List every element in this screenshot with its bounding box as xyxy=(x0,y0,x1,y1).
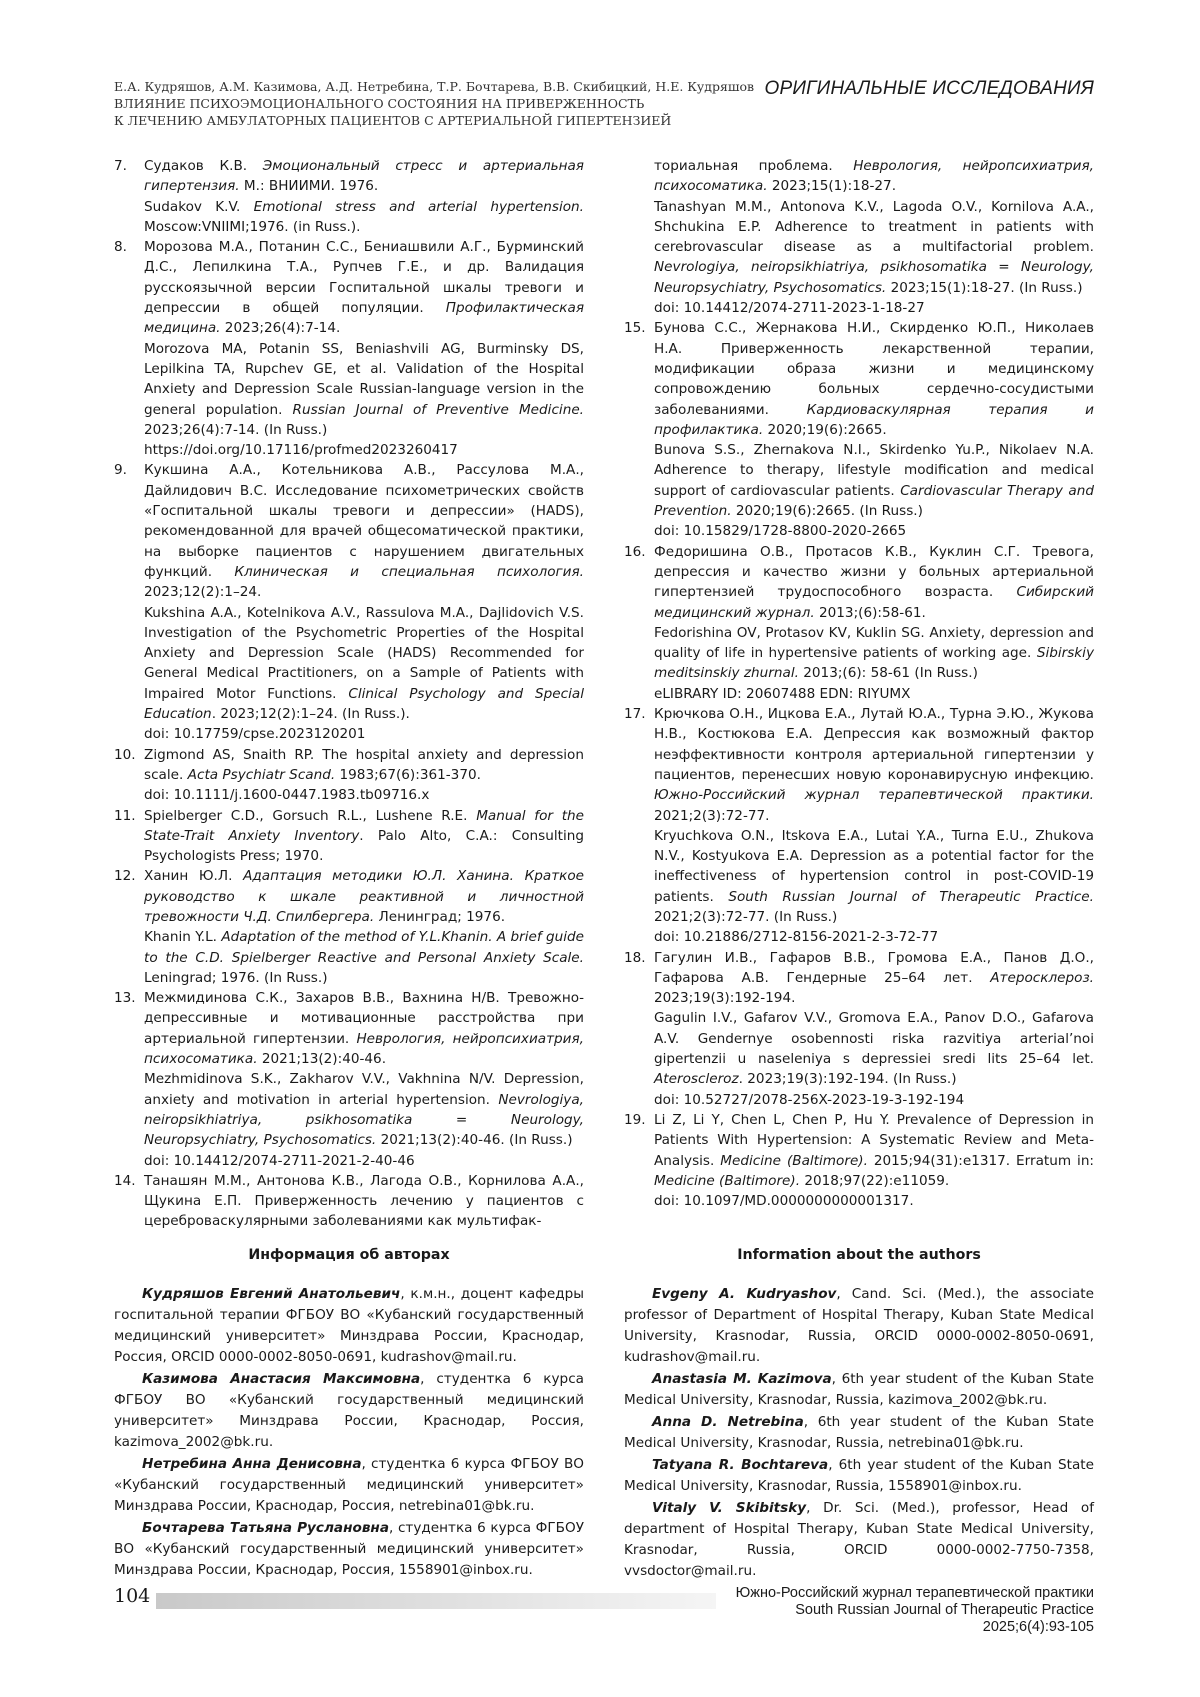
reference-line xyxy=(144,156,584,197)
reference-source: Кардиоваскулярная терапия и профилактика. xyxy=(654,401,1094,438)
reference-line xyxy=(144,1069,584,1150)
author-name: Anastasia M. Kazimova xyxy=(652,1371,832,1387)
reference-line xyxy=(144,603,584,725)
reference-number: 12. xyxy=(114,868,136,885)
header-title-line1: ВЛИЯНИЕ ПСИХОЭМОЦИОНАЛЬНОГО СОСТОЯНИЯ НА ПРИВЕРЖЕННОСТЬ xyxy=(114,96,645,111)
reference-body xyxy=(144,1171,584,1232)
author-entry xyxy=(624,1284,1094,1368)
author-name: Кудряшов Евгений Анатольевич xyxy=(142,1286,401,1302)
author-info-en-list xyxy=(624,1284,1094,1582)
author-info-ru-list xyxy=(114,1284,584,1581)
journal-name-ru: Южно-Российский журнал терапевтической практики xyxy=(735,1585,1094,1601)
author-details: , к.м.н., доцент кафедры госпитальной терапии ФГБОУ ВО «Кубанский государственный медицинский университет» Минздрава России, Краснодар, Россия, ORCID 0000-0002-8050-0691, kudrashov@mail.ru. xyxy=(114,1286,584,1365)
reference-text: 2023;12(2):1–24. xyxy=(144,584,262,601)
reference-line xyxy=(654,1008,1094,1089)
author-entry xyxy=(114,1284,584,1368)
reference-continuation xyxy=(624,156,1094,318)
author-entry xyxy=(624,1369,1094,1411)
reference-number: 11. xyxy=(114,807,136,824)
reference-text: doi: 10.14412/2074-2711-2023-1-18-27 xyxy=(654,300,925,317)
reference-line xyxy=(654,704,1094,826)
reference-text: 2013;(6):58-61. xyxy=(814,604,926,621)
reference-source: Cardiovascular Therapy and Prevention. xyxy=(654,482,1095,520)
reference-text: Танашян М.М., Антонова К.В., Лагода О.В., Корнилова А.А., Щукина Е.П. Приверженность лечению у пациентов с цереброваскулярными заболеваниями как мультифак- xyxy=(144,1172,584,1230)
reference-source: Medicine (Baltimore). xyxy=(720,1152,868,1169)
reference-source: Эмоциональный стресс и артериальная гипертензия. xyxy=(144,158,584,195)
reference-text: Kryuchkova O.N., Itskova E.A., Lutai Y.A., Turna E.U., Zhukova N.V., Kostyukova E.A. Depression as a potential factor for the ineffectiveness of hypertension control in post-COVID-19 patients. xyxy=(654,827,1094,905)
reference-text: doi: 10.14412/2074-2711-2021-2-40-46 xyxy=(144,1152,415,1169)
reference-line xyxy=(654,684,1094,704)
reference-text: 2023;15(1):18-27. (In Russ.) xyxy=(886,279,1083,296)
journal-name-en: South Russian Journal of Therapeutic Practice xyxy=(795,1602,1094,1618)
reference-text: https://doi.org/10.17116/profmed2023260417 xyxy=(144,442,458,459)
reference-text: doi: 10.15829/1728-8800-2020-2665 xyxy=(654,523,907,540)
references-right-column xyxy=(624,156,1094,1211)
footer-gradient-bar xyxy=(156,1593,716,1609)
reference-line xyxy=(654,623,1094,684)
reference-line xyxy=(654,521,1094,541)
reference-text: 1983;67(6):361-370. xyxy=(335,766,481,783)
reference-text: 2013;(6): 58-61 (In Russ.) xyxy=(798,665,978,682)
reference-source: Medicine (Baltimore). xyxy=(654,1172,801,1189)
author-info-en xyxy=(624,1245,1094,1583)
reference-number: 8. xyxy=(114,239,127,256)
author-info-en-title: Information about the authors xyxy=(737,1247,981,1263)
reference-text: Fedorishina OV, Protasov KV, Kuklin SG. Anxiety, depression and quality of life in hypertensive patients of working age. xyxy=(654,624,1094,662)
reference-number: 14. xyxy=(114,1172,136,1189)
reference-text: . 2023;19(3):192-194. (In Russ.) xyxy=(738,1071,957,1088)
section-label: ОРИГИНАЛЬНЫЕ ИССЛЕДОВАНИЯ xyxy=(764,78,1094,99)
header-authors: Е.А. Кудряшов, А.М. Казимова, А.Д. Нетребина, Т.Р. Бочтарева, В.В. Скибицкий, Н.Е. Кудряшов xyxy=(114,79,755,94)
author-name: Казимова Анастасия Максимовна xyxy=(142,1371,421,1387)
reference-text: Федоришина О.В., Протасов К.В., Куклин С.Г. Тревога, депрессия и качество жизни у больных артериальной гипертензией трудоспособного возраста. xyxy=(654,543,1094,601)
reference-text: 2023;26(4):7-14. xyxy=(220,320,341,337)
author-details: , 6th year student of the Kuban State Medical University, Krasnodar, Russia, 1558901@inbox.ru. xyxy=(624,1457,1094,1494)
reference-text: Бунова С.С., Жернакова Н.И., Скирденко Ю.П., Николаев Н.А. Приверженность лекарственной терапии, модификации образа жизни и медицинскому сопровождению больных сердечно-сосудистыми заболеваниями. xyxy=(654,320,1094,418)
reference-text: doi: 10.52727/2078-256X-2023-19-3-192-194 xyxy=(654,1091,965,1108)
reference-source: Clinical Psychology and Special Education xyxy=(144,685,584,723)
reference-text: 2021;13(2):40-46. (In Russ.) xyxy=(376,1132,573,1149)
reference-number: 15. xyxy=(624,320,646,337)
reference-item xyxy=(114,156,584,237)
reference-line xyxy=(144,1171,584,1232)
reference-number: 19. xyxy=(624,1111,646,1128)
reference-line xyxy=(144,988,584,1069)
reference-line xyxy=(654,1090,1094,1110)
reference-text: Moscow:VNIIMI;1976. (in Russ.). xyxy=(144,218,361,235)
reference-item xyxy=(624,542,1094,704)
reference-text: . 2023;12(2):1–24. (In Russ.). xyxy=(211,706,410,723)
author-info-ru xyxy=(114,1245,584,1582)
reference-item xyxy=(114,806,584,867)
reference-number: 10. xyxy=(114,746,136,763)
reference-body xyxy=(654,704,1094,948)
reference-line xyxy=(654,318,1094,440)
reference-text: Kukshina A.A., Kotelnikova A.V., Rassulova M.A., Dajlidovich V.S. Investigation of the Psychometric Properties of the Hospital Anxiety and Depression Scale (HADS) Recommended for General Medical Practitioners, on a Sample of Patients with Impaired Motor Functions. xyxy=(144,604,584,702)
author-details: , студентка 6 курса ФГБОУ ВО «Кубанский государственный медицинский университет» Минздрава России, Краснодар, Россия, netrebina01@bk.ru. xyxy=(114,1456,584,1514)
reference-text: Межмидинова С.К., Захаров В.В., Вахнина Н/В. Тревожно-депрессивные и мотивационные расстройства при артериальной гипертензии. xyxy=(144,990,584,1047)
reference-text: 2023;15(1):18-27. xyxy=(767,178,897,195)
reference-text: 2023;19(3):192-194. xyxy=(654,990,796,1007)
reference-text: Кукшина А.А., Котельникова А.В., Рассулова М.А., Дайлидович В.С. Исследование психометрических свойств «Госпитальной шкалы тревоги и депрессии» (HADS), рекомендованной для врачей общесоматической практики, на выборке пациентов с нарушением двигательных функций. xyxy=(144,462,584,580)
reference-body xyxy=(144,237,584,460)
reference-text: Морозова М.А., Потанин С.С., Бениашвили А.Г., Бурминский Д.С., Лепилкина Т.А., Рупчев Г.Е., и др. Валидация русскоязычной версии Госпитальной шкалы тревоги и депрессии в общей популяции. xyxy=(144,239,584,317)
reference-item xyxy=(114,745,584,806)
header-title-line2: К ЛЕЧЕНИЮ АМБУЛАТОРНЫХ ПАЦИЕНТОВ С АРТЕРИАЛЬНОЙ ГИПЕРТЕНЗИЕЙ xyxy=(114,113,672,128)
reference-text: Крючкова О.Н., Ицкова Е.А., Лутай Ю.А., Турна Э.Ю., Жукова Н.В., Костюкова Е.А. Депрессия как возможный фактор неэффективности контроля артериальной гипертензии у пациентов, перенесших новую коронавирусную инфекцию. xyxy=(654,706,1094,783)
running-header-left xyxy=(114,78,755,129)
author-name: Anna D. Netrebina xyxy=(652,1414,804,1430)
reference-source: Nevrologiya, neiropsikhiatriya, psikhosomatika = Neurology, Neuropsychiatry, Psychosomatics. xyxy=(144,1091,584,1149)
reference-text: doi: 10.17759/cpse.2023120201 xyxy=(144,726,366,743)
reference-line xyxy=(144,745,584,786)
reference-text: Li Z, Li Y, Chen L, Chen P, Hu Y. Prevalence of Depression in Patients With Hypertension: A Systematic Review and Meta-Analysis. xyxy=(654,1111,1094,1169)
reference-source: Manual for the State-Trait Anxiety Inventory xyxy=(144,807,585,844)
reference-item xyxy=(114,460,584,744)
reference-body xyxy=(144,988,584,1171)
reference-body xyxy=(654,1110,1094,1211)
reference-text: 2021;2(3):72-77. (In Russ.) xyxy=(654,908,838,925)
reference-text: Morozova MA, Potanin SS, Beniashvili AG, Burminsky DS, Lepilkina TA, Rupchev GE, et al. Validation of the Hospital Anxiety and Depression Scale Russian-language version in the general population. xyxy=(144,340,584,418)
reference-line xyxy=(654,826,1094,927)
reference-text: Leningrad; 1976. (In Russ.) xyxy=(144,969,328,986)
reference-item xyxy=(624,318,1094,541)
page-footer xyxy=(114,1585,1094,1655)
reference-text: Mezhmidinova S.K., Zakharov V.V., Vakhnina N/V. Depression, anxiety and motivation in arterial hypertension. xyxy=(144,1071,584,1108)
reference-body xyxy=(144,745,584,806)
reference-line xyxy=(144,866,584,927)
reference-text: Судаков К.В. xyxy=(144,158,263,174)
reference-text: eLIBRARY ID: 20607488 EDN: RIYUMX xyxy=(654,685,911,702)
reference-text: Spielberger C.D., Gorsuch R.L., Lushene R.E. xyxy=(144,807,477,824)
author-details: , 6th year student of the Kuban State Medical University, Krasnodar, Russia, netrebina01@bk.ru. xyxy=(624,1414,1094,1451)
author-details: , студентка 6 курса ФГБОУ ВО «Кубанский государственный медицинский университет» Минздрава России, Краснодар, Россия, kazimova_2002@bk.ru. xyxy=(114,1371,584,1450)
reference-line xyxy=(654,156,1094,197)
reference-line xyxy=(654,948,1094,1009)
reference-number: 17. xyxy=(624,706,646,723)
author-entry xyxy=(624,1412,1094,1454)
reference-source: Adaptation of the method of Y.L.Khanin. A brief guide to the C.D. Spielberger Reactive and Personal Anxiety Scale. xyxy=(144,929,585,966)
reference-item xyxy=(624,1110,1094,1211)
reference-source: Клиническая и специальная психология. xyxy=(234,563,584,580)
reference-body xyxy=(144,460,584,744)
author-entry xyxy=(624,1498,1094,1582)
reference-source: Сибирский медицинский журнал. xyxy=(654,584,1094,621)
reference-source: Атеросклероз. xyxy=(990,969,1094,986)
reference-source: Неврология, нейропсихиатрия, психосоматика. xyxy=(654,158,1094,195)
reference-body xyxy=(654,948,1094,1110)
reference-text: 2021;2(3):72-77. xyxy=(654,807,770,824)
reference-line xyxy=(654,1110,1094,1191)
reference-line xyxy=(144,1151,584,1171)
reference-body xyxy=(654,318,1094,541)
references-left-column xyxy=(114,156,584,1232)
reference-text: Khanin Y.L. xyxy=(144,929,222,946)
reference-line xyxy=(654,197,1094,298)
reference-text: 2020;19(6):2665. xyxy=(763,421,887,438)
author-name: Evgeny A. Kudryashov xyxy=(652,1286,837,1302)
reference-text: Gagulin I.V., Gafarov V.V., Gromova E.A., Panov D.O., Gafarova A.V. Gendernye osobennosti riska razvitiya arterial’noi gipertenzii u naseleniya s depressiei sredi lits 25–64 let. xyxy=(654,1010,1094,1068)
author-name: Бочтарева Татьяна Руслановна xyxy=(142,1520,389,1536)
reference-text: Zigmond AS, Snaith RP. The hospital anxiety and depression scale. xyxy=(144,746,584,783)
author-name: Vitaly V. Skibitsky xyxy=(652,1500,807,1516)
reference-text: Tanashyan M.M., Antonova K.V., Lagoda O.V., Kornilova A.A., Shchukina E.P. Adherence to treatment in patients with cerebrovascular disease as a multifactorial problem. xyxy=(654,198,1094,256)
reference-body xyxy=(144,866,584,988)
author-details: , Dr. Sci. (Med.), professor, Head of department of Hospital Therapy, Kuban State Medical University, Krasnodar, Russia, ORCID 0000-0002-7750-7358, vvsdoctor@mail.ru. xyxy=(624,1500,1094,1579)
reference-source: Nevrologiya, neiropsikhiatriya, psikhosomatika = Neurology, Neuropsychiatry, Psychosomatics. xyxy=(654,259,1094,296)
reference-source: Acta Psychiatr Scand. xyxy=(187,766,336,783)
reference-line xyxy=(654,440,1094,521)
reference-text: 2021;13(2):40-46. xyxy=(257,1051,387,1068)
reference-text: 2020;19(6):2665. (In Russ.) xyxy=(731,503,923,520)
author-entry xyxy=(114,1518,584,1581)
author-details: , 6th year student of the Kuban State Medical University, Krasnodar, Russia, kazimova_2002@bk.ru. xyxy=(624,1371,1095,1408)
reference-line xyxy=(144,440,584,460)
reference-text: . Palo Alto, C.A.: Consulting Psychologists Press; 1970. xyxy=(144,827,584,865)
reference-number: 13. xyxy=(114,990,136,1007)
reference-number: 9. xyxy=(114,462,127,479)
author-name: Нетребина Анна Денисовна xyxy=(142,1456,362,1472)
reference-line xyxy=(144,724,584,744)
reference-source: Неврология, нейропсихиатрия, психосоматика. xyxy=(144,1030,584,1068)
reference-source: South Russian Journal of Therapeutic Practice. xyxy=(728,888,1094,905)
author-info-ru-title: Информация об авторах xyxy=(248,1247,450,1263)
reference-line xyxy=(654,298,1094,318)
reference-body xyxy=(144,806,584,867)
reference-line xyxy=(144,197,584,238)
reference-source: Южно-Российский журнал терапевтической практики. xyxy=(654,787,1094,804)
reference-text: ториальная проблема. xyxy=(654,158,854,174)
reference-item xyxy=(624,948,1094,1110)
reference-source: Sibirskiy meditsinskiy zhurnal. xyxy=(654,645,1094,682)
references-right-list xyxy=(624,318,1094,1211)
reference-text: 2015;94(31):e1317. Erratum in: xyxy=(867,1152,1095,1169)
reference-text: doi: 10.21886/2712-8156-2021-2-3-72-77 xyxy=(654,929,939,946)
reference-text: 2023;26(4):7-14. (In Russ.) xyxy=(144,421,328,438)
reference-text: Sudakov K.V. xyxy=(144,198,254,215)
author-entry xyxy=(114,1369,584,1453)
reference-item xyxy=(114,1171,584,1232)
reference-number: 7. xyxy=(114,158,127,174)
reference-text: Ханин Ю.Л. xyxy=(144,868,244,885)
reference-source: Emotional stress and arterial hypertension. xyxy=(253,198,584,215)
author-entry xyxy=(114,1454,584,1517)
reference-line xyxy=(144,806,584,867)
reference-line xyxy=(144,785,584,805)
reference-source: Russian Journal of Preventive Medicine. xyxy=(292,401,585,418)
author-name: Tatyana R. Bochtareva xyxy=(652,1457,829,1473)
journal-citation: 2025;6(4):93-105 xyxy=(982,1619,1094,1635)
reference-item xyxy=(114,237,584,460)
reference-text: doi: 10.1111/j.1600-0447.1983.tb09716.x xyxy=(144,787,430,804)
reference-line xyxy=(144,339,584,440)
reference-item xyxy=(114,988,584,1171)
reference-item xyxy=(114,866,584,988)
reference-body xyxy=(144,156,584,237)
reference-line xyxy=(144,237,584,338)
reference-text: Ленинград; 1976. xyxy=(374,908,506,925)
reference-text: Гагулин И.В., Гафаров В.В., Громова Е.А., Панов Д.О., Гафарова А.В. Гендерные 25–64 лет. xyxy=(654,949,1094,986)
running-header xyxy=(114,78,1094,138)
author-details: , студентка 6 курса ФГБОУ ВО «Кубанский государственный медицинский университет» Минздрава России, Краснодар, Россия, 1558901@inbox.ru. xyxy=(114,1520,584,1578)
reference-line xyxy=(654,927,1094,947)
reference-line xyxy=(654,542,1094,623)
reference-source: Ateroscleroz xyxy=(654,1071,739,1088)
reference-text: doi: 10.1097/MD.0000000000001317. xyxy=(654,1193,914,1210)
reference-line xyxy=(144,460,584,602)
author-details: , Cand. Sci. (Med.), the associate professor of Department of Hospital Therapy, Kuban State Medical University, Krasnodar, Russia, ORCID 0000-0002-8050-0691, kudrashov@mail.ru. xyxy=(624,1286,1094,1365)
reference-text: Bunova S.S., Zhernakova N.I., Skirdenko Yu.P., Nikolaev N.A. Adherence to therapy, lifestyle modification and medical support of cardiovascular patients. xyxy=(654,442,1094,499)
reference-text: М.: ВНИИМИ. 1976. xyxy=(239,178,379,195)
reference-line xyxy=(144,927,584,988)
reference-source: Профилактическая медицина. xyxy=(144,300,584,337)
page-number: 104 xyxy=(114,1585,151,1607)
reference-text: 2018;97(22):e11059. xyxy=(800,1172,950,1189)
reference-line xyxy=(654,1191,1094,1211)
reference-source: Адаптация методики Ю.Л. Ханина. Краткое руководство к шкале реактивной и личностной тревожности Ч.Д. Спилбергера. xyxy=(144,868,585,925)
reference-number: 16. xyxy=(624,543,646,560)
reference-body xyxy=(654,542,1094,704)
author-entry xyxy=(624,1455,1094,1497)
reference-number: 18. xyxy=(624,949,646,966)
journal-info xyxy=(736,1585,1094,1636)
reference-item xyxy=(624,704,1094,948)
